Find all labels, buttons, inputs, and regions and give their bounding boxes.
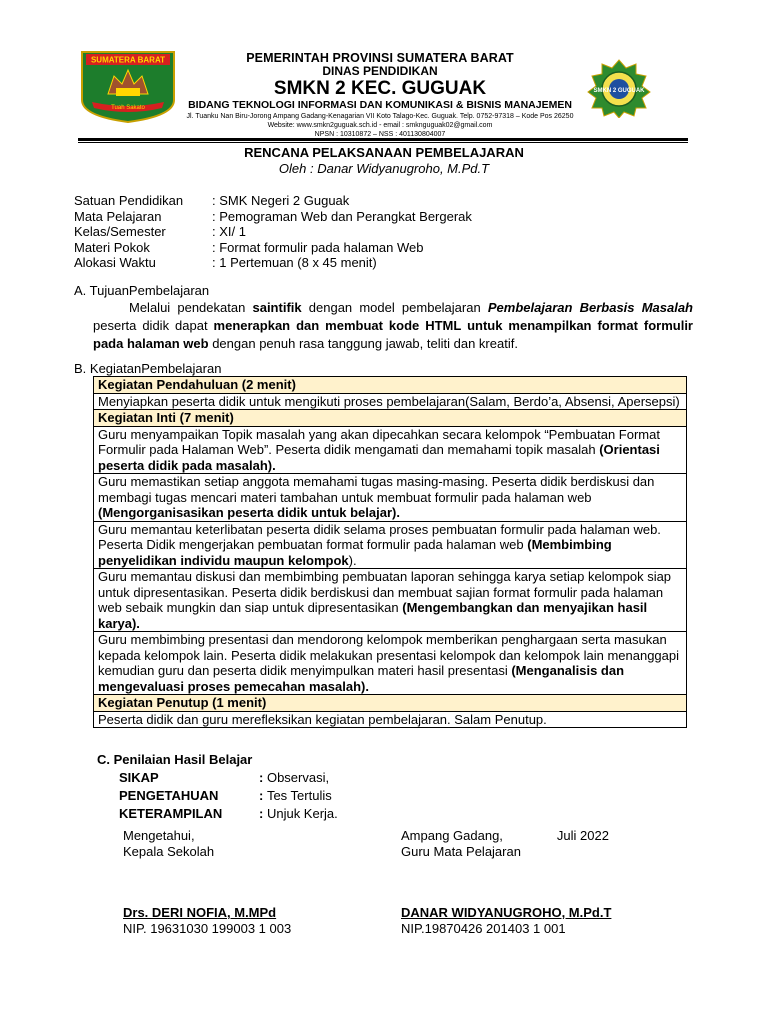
- penutup-header: Kegiatan Penutup (1 menit): [94, 695, 687, 712]
- author-name: Danar Widyanugroho, M.Pd.T: [317, 161, 490, 176]
- text: Kepala Sekolah: [123, 844, 215, 859]
- bold-text: menerapkan dan membuat kode HTML untuk menampilkan format formulir pada halaman web: [93, 318, 693, 351]
- colon: :: [259, 788, 267, 803]
- letterhead-line2: DINAS PENDIDIKAN: [322, 64, 438, 78]
- bold-text: (Menganalisis dan mengevaluasi proses pemecahan masalah).: [98, 663, 625, 694]
- text: Guru memantau keterlibatan peserta didik selama proses pembuatan formulir pada halaman web. Peserta Didik mengerjakan pembuatan format formulir pada halaman web: [98, 521, 661, 552]
- sumatera-barat-logo: [78, 50, 178, 124]
- colon: :: [259, 806, 267, 821]
- inti-cell: [94, 426, 687, 474]
- bold-italic-text: Pembelajaran Berbasis Masalah: [487, 300, 693, 315]
- principal-signature-block: [123, 828, 214, 860]
- inti-cell: [94, 474, 687, 522]
- assessment-block: [97, 751, 338, 823]
- identity-value: : XI/ 1: [212, 224, 246, 239]
- table-header-row: [94, 377, 687, 394]
- letterhead-website: Website: www.smkn2guguak.sch.id - email : smknguguak02@gmail.com: [267, 122, 493, 129]
- logo-left-motto: Tuah Sakato: [111, 105, 145, 111]
- identity-key: Kelas/Semester: [74, 224, 166, 239]
- assessment-value: Unjuk Kerja.: [266, 806, 338, 821]
- identity-key: Satuan Pendidikan: [74, 193, 184, 208]
- identity-key: Mata Pelajaran: [74, 208, 162, 224]
- bold-text: (Orientasi peserta didik pada masalah).: [98, 442, 660, 473]
- table-row: [94, 632, 687, 695]
- letterhead: [180, 51, 580, 139]
- text: ).: [348, 552, 357, 568]
- logo-right-text: SMKN 2 GUGUAK: [593, 88, 645, 94]
- identity-key: Materi Pokok: [74, 239, 150, 255]
- table-row: [94, 426, 687, 474]
- letterhead-school: SMKN 2 KEC. GUGUAK: [273, 78, 487, 99]
- teacher-name: DANAR WIDYANUGROHO, M.Pd.T: [401, 905, 612, 920]
- bold-text: (Mengembangkan dan menyajikan hasil karya).: [98, 600, 648, 631]
- assessment-value: Tes Tertulis: [266, 788, 332, 803]
- identity-block: [74, 193, 472, 271]
- assessment-key: KETERAMPILAN: [119, 806, 223, 821]
- assessment-key: SIKAP: [119, 770, 159, 785]
- identity-row: [74, 255, 472, 271]
- penutup-cell: Peserta didik dan guru merefleksikan kegiatan pembelajaran. Salam Penutup.: [94, 711, 687, 728]
- text: Guru Mata Pelajaran: [401, 844, 521, 859]
- logo-left-text: SUMATERA BARAT: [90, 55, 166, 65]
- teacher-nip: NIP.19870426 201403 1 001: [401, 921, 566, 936]
- letterhead-line1: PEMERINTAH PROVINSI SUMATERA BARAT: [246, 51, 514, 65]
- identity-row: [74, 209, 472, 225]
- identity-value: : 1 Pertemuan (8 x 45 menit): [212, 255, 377, 270]
- assessment-row: [97, 787, 338, 805]
- school-logo: [584, 58, 654, 118]
- text: dengan model pembelajaran: [301, 300, 488, 315]
- section-a-heading: A. TujuanPembelajaran: [74, 283, 210, 298]
- teacher-signature-block: [401, 828, 609, 860]
- pendahuluan-cell: Menyiapkan peserta didik untuk mengikuti proses pembelajaran(Salam, Berdo’a, Absensi, Apersepsi): [94, 393, 687, 410]
- principal-name: Drs. DERI NOFIA, M.MPd: [123, 905, 277, 920]
- letterhead-rule-thick: [78, 138, 688, 141]
- assessment-key: PENGETAHUAN: [119, 788, 219, 803]
- text: Guru memastikan setiap anggota memahami tugas masing-masing. Peserta didik berdiskusi dan membagi tugas mencari materi tambahan untuk membuat formulir pada halaman web: [98, 474, 655, 505]
- table-header-row: [94, 410, 687, 427]
- teacher-name-block: [401, 905, 611, 937]
- text: Mengetahui,: [123, 828, 195, 843]
- assessment-row: [97, 769, 338, 787]
- table-row: [94, 711, 687, 728]
- identity-value: : Pemograman Web dan Perangkat Bergerak: [212, 208, 472, 224]
- text: Guru menyampaikan Topik masalah yang akan dipecahkan secara kelompok “Pembuatan Format Formulir pada Halaman Web”. Peserta didik mengamati dan memahami topik masalah: [98, 426, 660, 457]
- inti-cell: [94, 521, 687, 569]
- inti-header: Kegiatan Inti (7 menit): [94, 410, 687, 427]
- author-line: [0, 161, 768, 176]
- bold-text: (Mengorganisasikan peserta didik untuk belajar).: [98, 505, 400, 520]
- bold-text: saintifik: [252, 300, 302, 315]
- table-row: [94, 474, 687, 522]
- pendahuluan-header: Kegiatan Pendahuluan (2 menit): [94, 377, 687, 394]
- bold-text: (Membimbing penyelidikan individu maupun kelompok: [98, 537, 612, 568]
- text: dengan penuh rasa tanggung jawab, teliti dan kreatif.: [208, 336, 518, 351]
- assessment-row: [97, 805, 338, 823]
- letterhead-rule-thin: [78, 142, 688, 143]
- table-row: [94, 521, 687, 569]
- identity-row: [74, 224, 472, 240]
- letterhead-address: Jl. Tuanku Nan Biru-Jorong Ampang Gadang-Kenagarian VII Koto Talago-Kec. Guguak. Telp. 0752-97318 – Kode Pos 26250: [186, 113, 574, 120]
- text: peserta didik dapat: [93, 318, 214, 333]
- identity-row: [74, 240, 472, 256]
- assessment-value: Observasi,: [266, 770, 330, 785]
- colon: :: [259, 770, 267, 785]
- principal-name-block: [123, 905, 291, 937]
- section-b-heading: B. KegiatanPembelajaran: [74, 361, 222, 376]
- place-date-line: [401, 828, 609, 844]
- inti-cell: [94, 632, 687, 695]
- section-c-heading: C. Penilaian Hasil Belajar: [97, 752, 253, 767]
- table-row: [94, 393, 687, 410]
- text: Guru memantau diskusi dan membimbing pembuatan laporan sehingga karya setiap kelompok siap untuk dipresentasikan. Peserta didik berdiskusi dan membuat sajian format formulir pada halaman web sebaik mungkin dan siap untuk dipresentasikan: [98, 569, 672, 615]
- place: Ampang Gadang,: [401, 828, 503, 843]
- letterhead-npsn: NPSN : 10310872 – NSS : 401130804007: [314, 131, 446, 138]
- activities-table: [93, 376, 687, 728]
- text: Melalui pendekatan: [129, 300, 253, 315]
- document-title: RENCANA PELAKSANAAN PEMBELAJARAN: [244, 145, 524, 160]
- author-label: Oleh :: [278, 161, 314, 176]
- table-row: [94, 569, 687, 632]
- identity-value: : Format formulir pada halaman Web: [212, 239, 424, 255]
- inti-cell: [94, 569, 687, 632]
- identity-key: Alokasi Waktu: [74, 255, 156, 270]
- identity-value: : SMK Negeri 2 Guguak: [212, 193, 350, 208]
- identity-row: [74, 193, 472, 209]
- principal-nip: NIP. 19631030 199003 1 003: [123, 921, 292, 936]
- letterhead-line4: BIDANG TEKNOLOGI INFORMASI DAN KOMUNIKASI & BISNIS MANAJEMEN: [188, 99, 572, 111]
- table-header-row: [94, 695, 687, 712]
- section-a-paragraph: [93, 299, 693, 353]
- date: Juli 2022: [556, 828, 609, 843]
- text: Guru membimbing presentasi dan mendorong kelompok memberikan penghargaan serta masukan kepada kelompok lain. Peserta didik melakukan presentasi kelompok dan kelompok lain menanggapi kemudian guru dan peserta didik menyimpulkan materi hasil presentasi: [98, 632, 680, 678]
